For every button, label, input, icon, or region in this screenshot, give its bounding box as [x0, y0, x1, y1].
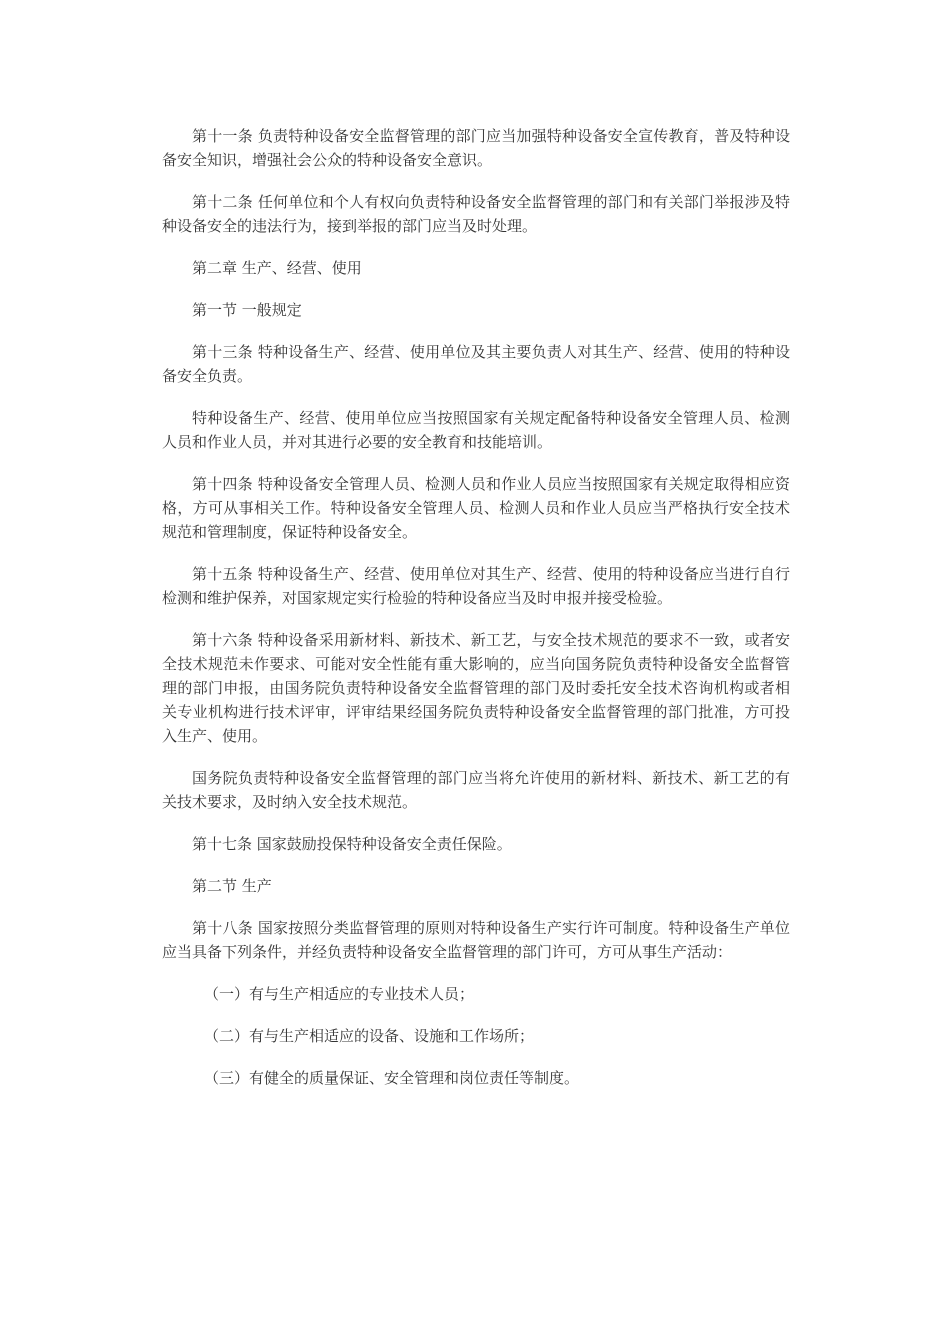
list-item: （三）有健全的质量保证、安全管理和岗位责任等制度。	[204, 1069, 580, 1087]
section-heading-general: 第一节 一般规定	[192, 301, 302, 319]
article-18: 第十八条 国家按照分类监督管理的原则对特种设备生产实行许可制度。特种设备生产单位应当具备下列条件，并经负责特种设备安全监督管理的部门许可，方可从事生产活动：	[162, 919, 790, 961]
article-13: 第十三条 特种设备生产、经营、使用单位及其主要负责人对其生产、经营、使用的特种设备安全负责。	[162, 343, 790, 385]
document-body	[162, 124, 790, 1108]
article-11: 第十一条 负责特种设备安全监督管理的部门应当加强特种设备安全宣传教育，普及特种设备安全知识，增强社会公众的特种设备安全意识。	[162, 127, 790, 169]
list-item: （二）有与生产相适应的设备、设施和工作场所；	[204, 1027, 535, 1045]
article-16: 第十六条 特种设备采用新材料、新技术、新工艺，与安全技术规范的要求不一致，或者安全技术规范未作要求、可能对安全性能有重大影响的，应当向国务院负责特种设备安全监督管理的部门申报，由国务院负责特种设备安全监督管理的部门及时委托安全技术咨询机构或者相关专业机构进行技术评审，评审结果经国务院负责特种设备安全监督管理的部门批准，方可投入生产、使用。	[162, 631, 790, 745]
article-12: 第十二条 任何单位和个人有权向负责特种设备安全监督管理的部门和有关部门举报涉及特种设备安全的违法行为，接到举报的部门应当及时处理。	[162, 193, 790, 235]
list-item: （一）有与生产相适应的专业技术人员；	[204, 985, 475, 1003]
article-13-paragraph-2: 特种设备生产、经营、使用单位应当按照国家有关规定配备特种设备安全管理人员、检测人员和作业人员，并对其进行必要的安全教育和技能培训。	[162, 409, 790, 451]
section-heading-production: 第二节 生产	[192, 877, 272, 895]
article-17: 第十七条 国家鼓励投保特种设备安全责任保险。	[192, 835, 512, 853]
article-14: 第十四条 特种设备安全管理人员、检测人员和作业人员应当按照国家有关规定取得相应资格，方可从事相关工作。特种设备安全管理人员、检测人员和作业人员应当严格执行安全技术规范和管理制度，保证特种设备安全。	[162, 475, 790, 541]
chapter-heading: 第二章 生产、经营、使用	[192, 259, 362, 277]
article-15: 第十五条 特种设备生产、经营、使用单位对其生产、经营、使用的特种设备应当进行自行检测和维护保养，对国家规定实行检验的特种设备应当及时申报并接受检验。	[162, 565, 790, 607]
article-16-paragraph-2: 国务院负责特种设备安全监督管理的部门应当将允许使用的新材料、新技术、新工艺的有关技术要求，及时纳入安全技术规范。	[162, 769, 790, 811]
